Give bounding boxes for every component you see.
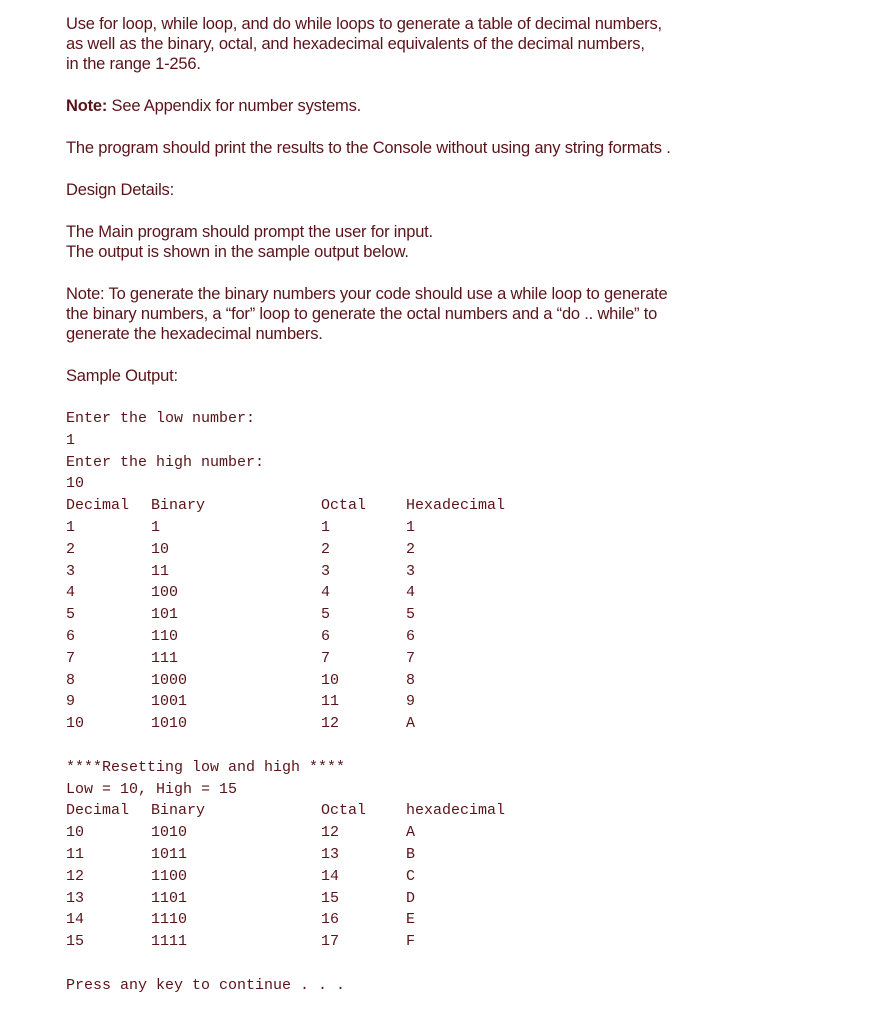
cell-decimal: 13 <box>66 889 85 907</box>
cell-decimal: 10 <box>66 715 85 733</box>
cell-octal: 13 <box>321 845 340 863</box>
cell-octal: 5 <box>321 606 331 624</box>
cell-decimal: 3 <box>66 562 76 580</box>
design-paragraph <box>66 222 846 262</box>
intro-paragraph <box>66 14 846 74</box>
cell-decimal: 7 <box>66 649 76 667</box>
cell-decimal: 10 <box>66 824 85 842</box>
cell-octal: 4 <box>321 584 331 602</box>
cell-binary: 1011 <box>151 845 188 863</box>
cell-hex: 8 <box>406 671 416 689</box>
cell-binary: 100 <box>151 584 179 602</box>
cell-decimal: 6 <box>66 627 76 645</box>
cell-octal: 6 <box>321 627 331 645</box>
intro-line-2: as well as the binary, octal, and hexadecimal equivalents of the decimal numbers, <box>66 35 645 53</box>
table-row <box>66 648 846 670</box>
cell-hex: 3 <box>406 562 416 580</box>
cell-hex: A <box>406 824 416 842</box>
note-label: Note: <box>66 97 108 115</box>
cell-octal: 16 <box>321 911 340 929</box>
loop-note-paragraph <box>66 284 846 344</box>
sample-output-heading: Sample Output: <box>66 367 178 385</box>
conversion-table-1 <box>66 495 846 735</box>
cell-decimal: 8 <box>66 671 76 689</box>
header-octal: Octal <box>321 802 367 820</box>
table-row <box>66 539 846 561</box>
cell-hex: 5 <box>406 606 416 624</box>
loop-note-line-3: generate the hexadecimal numbers. <box>66 325 323 343</box>
table-row <box>66 713 846 735</box>
cell-decimal: 1 <box>66 518 76 536</box>
reset-message: ****Resetting low and high **** <box>66 758 346 776</box>
cell-octal: 7 <box>321 649 331 667</box>
cell-hex: F <box>406 933 416 951</box>
cell-hex: 6 <box>406 627 416 645</box>
blank-line <box>66 735 846 757</box>
cell-hex: E <box>406 911 416 929</box>
cell-octal: 11 <box>321 693 340 711</box>
cell-decimal: 11 <box>66 845 85 863</box>
design-line-1: The Main program should prompt the user for input. <box>66 223 433 241</box>
cell-hex: 9 <box>406 693 416 711</box>
header-hexadecimal: hexadecimal <box>406 802 506 820</box>
table-row <box>66 517 846 539</box>
cell-octal: 14 <box>321 867 340 885</box>
header-binary: Binary <box>151 497 206 515</box>
cell-hex: 4 <box>406 584 416 602</box>
table-row <box>66 909 846 931</box>
table-row <box>66 866 846 888</box>
program-requirement: The program should print the results to the Console without using any string formats . <box>66 139 671 157</box>
cell-decimal: 15 <box>66 933 85 951</box>
cell-binary: 1 <box>151 518 161 536</box>
design-details-heading: Design Details: <box>66 181 174 199</box>
cell-binary: 1100 <box>151 867 188 885</box>
cell-decimal: 2 <box>66 540 76 558</box>
table-header <box>66 495 846 517</box>
blank-line <box>66 953 846 975</box>
cell-binary: 1111 <box>151 933 188 951</box>
cell-hex: 7 <box>406 649 416 667</box>
table-row <box>66 604 846 626</box>
note-text: See Appendix for number systems. <box>107 97 362 115</box>
loop-note-line-2: the binary numbers, a “for” loop to generate the octal numbers and a “do .. while” to <box>66 305 658 323</box>
input-low: 1 <box>66 431 76 449</box>
cell-hex: D <box>406 889 416 907</box>
header-octal: Octal <box>321 497 367 515</box>
cell-octal: 10 <box>321 671 340 689</box>
cell-binary: 101 <box>151 606 179 624</box>
cell-binary: 1001 <box>151 693 188 711</box>
console-output <box>66 408 846 997</box>
cell-decimal: 4 <box>66 584 76 602</box>
cell-hex: 2 <box>406 540 416 558</box>
cell-binary: 11 <box>151 562 170 580</box>
cell-hex: 1 <box>406 518 416 536</box>
cell-octal: 15 <box>321 889 340 907</box>
cell-binary: 111 <box>151 649 179 667</box>
header-decimal: Decimal <box>66 802 130 820</box>
table-row <box>66 844 846 866</box>
cell-decimal: 5 <box>66 606 76 624</box>
table-header <box>66 800 846 822</box>
cell-binary: 1010 <box>151 715 188 733</box>
design-line-2: The output is shown in the sample output below. <box>66 243 409 261</box>
prompt-high: Enter the high number: <box>66 453 265 471</box>
loop-note-line-1: Note: To generate the binary numbers your code should use a while loop to generate <box>66 285 668 303</box>
table-row <box>66 822 846 844</box>
table-row <box>66 561 846 583</box>
cell-hex: A <box>406 715 416 733</box>
appendix-note <box>66 96 846 116</box>
table-row <box>66 626 846 648</box>
cell-binary: 1010 <box>151 824 188 842</box>
cell-binary: 110 <box>151 627 179 645</box>
cell-octal: 12 <box>321 824 340 842</box>
cell-binary: 1110 <box>151 911 188 929</box>
cell-octal: 1 <box>321 518 331 536</box>
cell-decimal: 14 <box>66 911 85 929</box>
header-decimal: Decimal <box>66 497 130 515</box>
cell-decimal: 12 <box>66 867 85 885</box>
cell-binary: 1000 <box>151 671 188 689</box>
cell-binary: 10 <box>151 540 170 558</box>
conversion-table-2 <box>66 800 846 953</box>
cell-octal: 3 <box>321 562 331 580</box>
continue-message: Press any key to continue . . . <box>66 976 346 994</box>
cell-hex: B <box>406 845 416 863</box>
assignment-document <box>66 14 846 997</box>
intro-line-1: Use for loop, while loop, and do while loops to generate a table of decimal numbers, <box>66 15 662 33</box>
cell-hex: C <box>406 867 416 885</box>
cell-binary: 1101 <box>151 889 188 907</box>
range-message: Low = 10, High = 15 <box>66 780 238 798</box>
table-row <box>66 670 846 692</box>
table-row <box>66 691 846 713</box>
cell-decimal: 9 <box>66 693 76 711</box>
cell-octal: 17 <box>321 933 340 951</box>
cell-octal: 12 <box>321 715 340 733</box>
table-row <box>66 931 846 953</box>
input-high: 10 <box>66 475 85 493</box>
header-binary: Binary <box>151 802 206 820</box>
prompt-low: Enter the low number: <box>66 410 256 427</box>
intro-line-3: in the range 1-256. <box>66 55 201 73</box>
header-hexadecimal: Hexadecimal <box>406 497 506 515</box>
table-row <box>66 888 846 910</box>
table-row <box>66 582 846 604</box>
cell-octal: 2 <box>321 540 331 558</box>
